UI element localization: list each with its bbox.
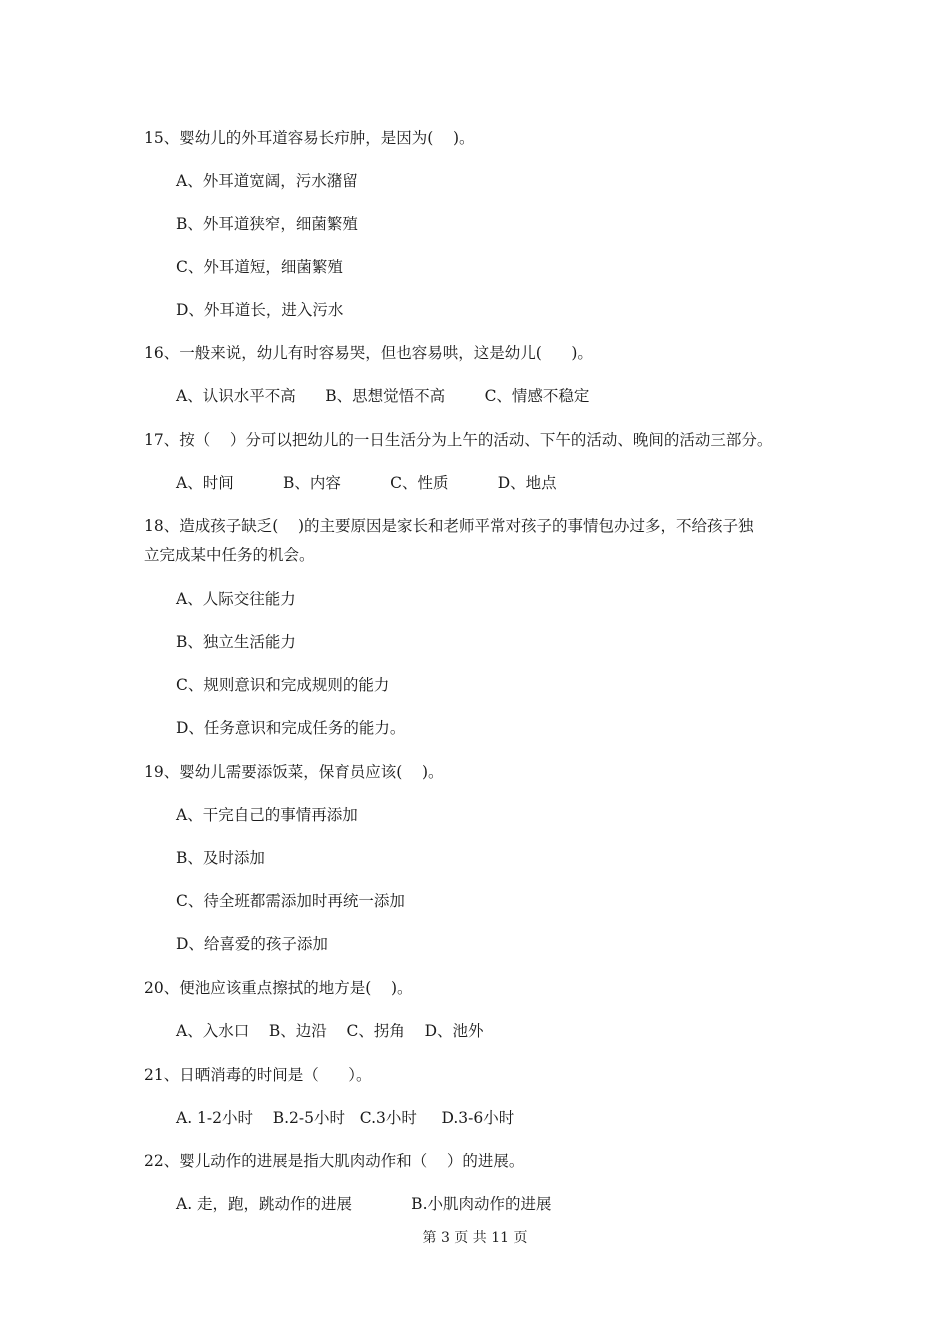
question-18-option-d: D、任务意识和完成任务的能力。 [176, 719, 406, 737]
question-22-options: A. 走，跑，跳动作的进展 B.小肌肉动作的进展 [176, 1195, 552, 1213]
question-18-option-a: A、人际交往能力 [176, 590, 296, 608]
question-15-option-c: C、外耳道短，细菌繁殖 [176, 258, 343, 276]
question-19-option-b: B、及时添加 [176, 849, 265, 867]
question-17-stem: 17、按（ ）分可以把幼儿的一日生活分为上午的活动、下午的活动、晚间的活动三部分。 [144, 431, 773, 449]
question-20-stem: 20、便池应该重点擦拭的地方是( )。 [144, 979, 413, 997]
question-15-option-d: D、外耳道长，进入污水 [176, 301, 344, 319]
question-21-options: A. 1-2小时 B.2-5小时 C.3小时 D.3-6小时 [176, 1109, 515, 1127]
question-16-options: A、认识水平不高 B、思想觉悟不高 C、情感不稳定 [176, 387, 590, 405]
question-17-options: A、时间 B、内容 C、性质 D、地点 [176, 474, 557, 492]
question-15-stem: 15、婴幼儿的外耳道容易长疖肿，是因为( )。 [144, 129, 475, 147]
question-19-option-a: A、干完自己的事情再添加 [176, 806, 358, 824]
question-22-stem: 22、婴儿动作的进展是指大肌肉动作和（ ）的进展。 [144, 1152, 525, 1170]
question-19-option-c: C、待全班都需添加时再统一添加 [176, 892, 405, 910]
question-15-option-b: B、外耳道狭窄，细菌繁殖 [176, 215, 358, 233]
question-18-option-c: C、规则意识和完成规则的能力 [176, 676, 390, 694]
question-16-stem: 16、一般来说，幼儿有时容易哭，但也容易哄，这是幼儿( )。 [144, 344, 593, 362]
question-19-stem: 19、婴幼儿需要添饭菜，保育员应该( )。 [144, 763, 444, 781]
question-20-options: A、入水口 B、边沿 C、拐角 D、池外 [176, 1022, 484, 1040]
question-18-stem-continued: 立完成某中任务的机会。 [144, 546, 315, 564]
question-18-stem: 18、造成孩子缺乏( )的主要原因是家长和老师平常对孩子的事情包办过多，不给孩子独 [144, 517, 754, 535]
question-18-option-b: B、独立生活能力 [176, 633, 296, 651]
question-21-stem: 21、日晒消毒的时间是（ ）。 [144, 1066, 372, 1084]
page-footer: 第 3 页 共 11 页 [422, 1230, 528, 1246]
question-15-option-a: A、外耳道宽阔，污水潴留 [176, 172, 358, 190]
question-19-option-d: D、给喜爱的孩子添加 [176, 935, 328, 953]
